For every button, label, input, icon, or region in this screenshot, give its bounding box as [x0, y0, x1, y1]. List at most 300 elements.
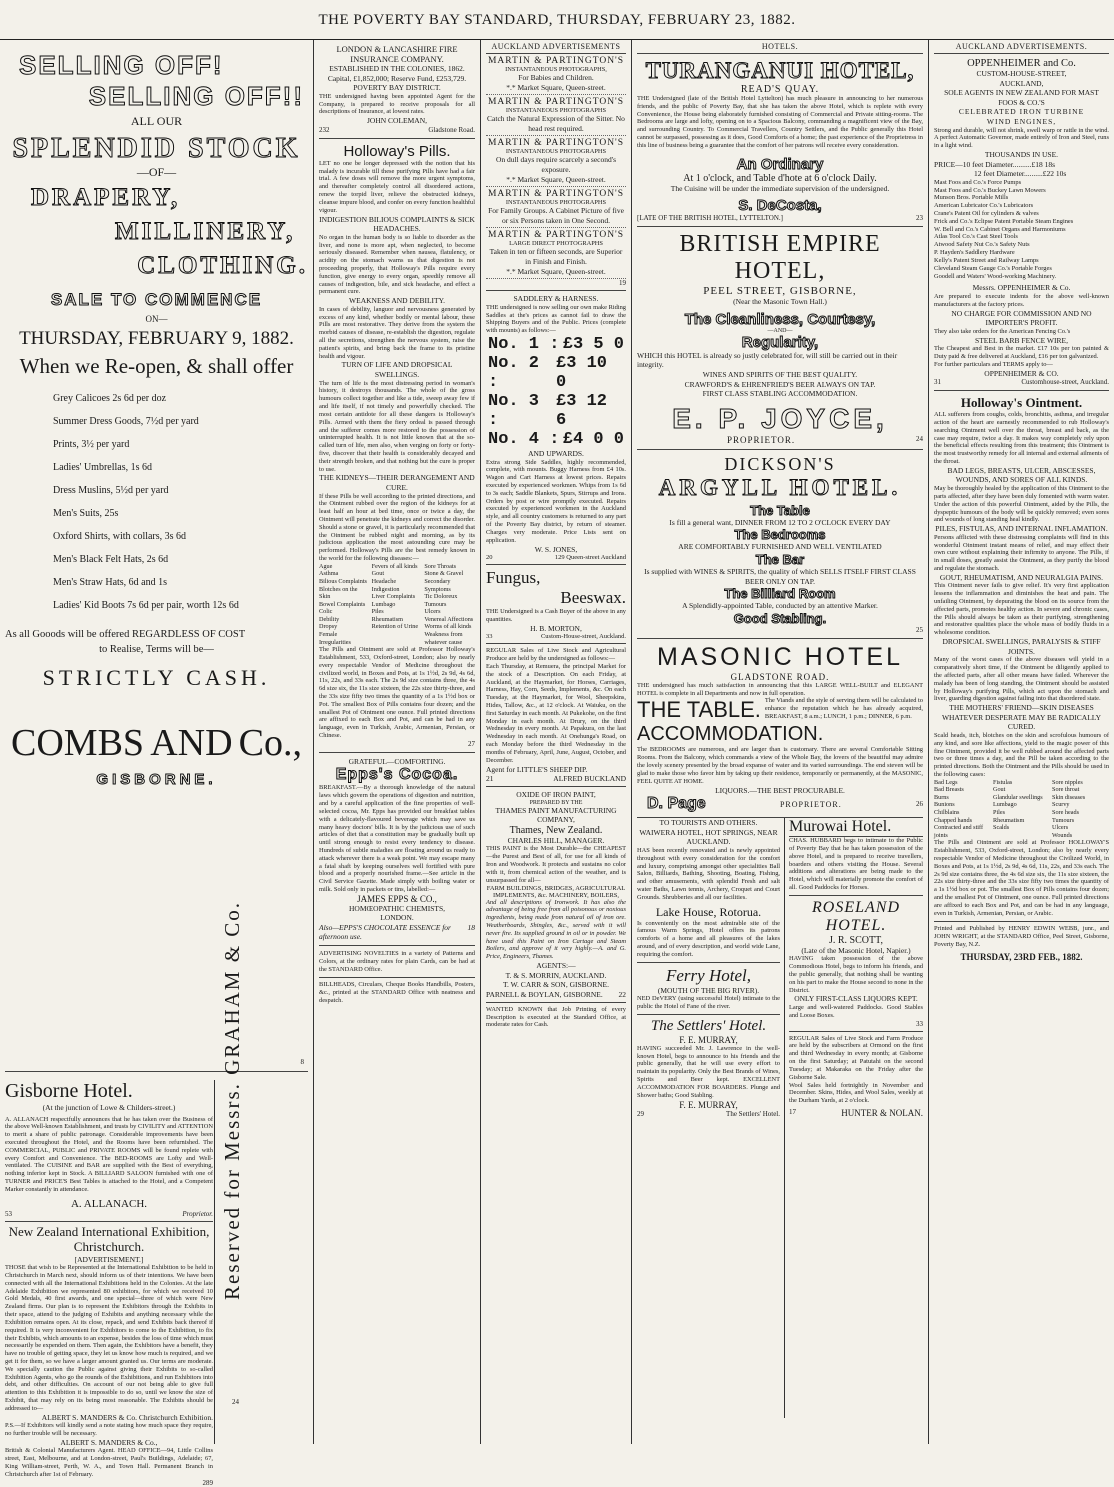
case-item: Piles — [993, 809, 1006, 817]
disease-item: Blotches on the Skin — [319, 585, 358, 601]
chocolate-essence: Also—EPPS'S CHOCOLATE ESSENCE for afternoon use. — [319, 923, 451, 941]
case-item: Chapped hands — [934, 816, 972, 824]
joyce: E. P. JOYCE, — [672, 402, 888, 434]
messrs-body: Are prepared to execute indents for the above well-known manufacturers at the factory prices. — [934, 292, 1109, 308]
barb-wire: STEEL BARB FENCE WIRE, — [975, 335, 1068, 345]
regular-sales: REGULAR Sales of Live Stock and Farm Produce are held by the subscribers at Ormond on the first and third Wednesday in every month; at Gisborne on the first Saturday; at Patutahi on the second Tuesday; at Makaraka on the Friday after the Gisborne Sale. — [789, 1034, 923, 1081]
stabling: FIRST CLASS STABLING ACCOMMODATION. — [702, 389, 858, 399]
barb-body: The Cheapest and Best in the market. £17 10s per ton painted & Duty paid & free delivered at Auckland, £16 per ton galvanized. — [934, 345, 1109, 360]
photo-ad-name: MARTIN & PARTINGTON'S — [487, 56, 625, 66]
accommodation-heading: ACCOMMODATION. — [637, 723, 824, 746]
proprietor: PROPRIETOR. — [727, 434, 796, 445]
list-item: Men's Black Felt Hats, 2s 6d — [53, 554, 169, 565]
disease-item: Colic — [319, 608, 333, 616]
photo-ad-text: Taken in ten or fifteen seconds, are Superior in Finish and Finish. — [489, 247, 623, 266]
disease-item: Debility — [319, 615, 340, 623]
splendid-stock: SPLENDID STOCK — [12, 133, 301, 164]
sales-body: Each Thursday, at Remuera, the principal Market for the stock of a Description. On each Friday, at Auckland, at the Haymarket, for Horses, Carriages, Harness, Hay, Corn, Seeds, Implements, &c. On each Tuesday, at the Haymarket, for Wool, Sheepskins, Hides, Tallow, &c., at 12 o'clock. At Waiuku, on the first Saturday in each month. At Pukekohe, on the first Monday in each month. At Drury, on the third Wednesday in every month. At Papakura, on the last Wednesday in each month. At Onehunga's Road, on each Monday before the third Wednesday in the months of February, April, June, August, October, and December. — [486, 662, 626, 764]
saddle-number: No. 4 : — [488, 429, 560, 449]
saddle-number: No. 2 : — [488, 353, 540, 392]
combs: COMBS — [11, 722, 145, 764]
ferry-hotel: Ferry Hotel, — [666, 965, 751, 985]
pills-heading-1: INDIGESTION BILIOUS COMPLAINTS & SICK HEADACHES. — [319, 214, 475, 234]
holloways-pills-ad — [319, 139, 475, 753]
case-item: Fistulas — [993, 778, 1013, 786]
london: LONDON. — [380, 913, 414, 923]
photo-ad-text: On dull days require scarcely a second's exposure. — [495, 155, 617, 174]
gisborne-hotel-ad — [5, 1080, 213, 1487]
list-item: Ladies' Kid Boots 7s 6d per pair, worth 12s 6d — [53, 600, 239, 611]
headline-selling-off-2: SELLING OFF!! — [88, 81, 304, 111]
case-item: Burns — [934, 793, 949, 801]
case-item: Bad Legs — [934, 778, 958, 786]
coleman-addr: Gladstone Road. — [428, 125, 475, 134]
fungus-body: THE Undersigned is a Cash Buyer of the above in any quantities. — [486, 608, 626, 623]
strictly-cash: STRICTLY CASH. — [42, 665, 271, 690]
diseases-table — [319, 563, 475, 646]
ointment-heading-1: BAD LEGS, BREASTS, ULCER, ABSCESSES, WOUNDS, AND SORES OF ALL KINDS. — [947, 465, 1096, 485]
disease-item: Bilious Complaints — [319, 578, 367, 586]
further: For further particulars and TERMS apply to— — [934, 360, 1053, 368]
case-item: Lumbago — [993, 801, 1017, 809]
ad-number: 8 — [300, 1058, 304, 1066]
prepared-by: PREPARED BY THE — [529, 799, 583, 806]
cleanliness: The Cleanliness, Courtesy, — [684, 310, 876, 328]
ad-number: 33 — [916, 1019, 923, 1028]
case-item: Bad Breasts — [934, 786, 964, 794]
saddle-number: No. 3 : — [488, 391, 540, 430]
jones-addr: 129 Queen-street Auckland — [554, 554, 626, 562]
and-line: —AND— — [767, 327, 793, 334]
which-line: WHICH this HOTEL is already so justly celebrated for, will still be carried out in their integrity. — [637, 350, 898, 370]
ad-number: 19 — [619, 279, 626, 288]
ointment-para-7: The Pills and Ointment are sold at Professor HOLLOWAY'S Establishment, 533, Oxford-street, London; also by nearly every respectable Vendor of Medicine throughout the Civilized World, in Boxes and Pots, at 1s 1½d, 2s 9d, 4s 6d, 11s, 22s, and 33s each. The 2s 9d size contains three, the 4s 6d size six, the 11s size sixteen, the 22s size thirty-three and the 33s size fifty two times the quantity of a 1s 1½d box or pot. The smallest Box of Pills contains four dozen; and the smallest Pot of Ointment, one ounce. Full printed directions are affixed to each Box and Pot, and can be had in any language, even in Turkish, Armenian, Persian, or Arabic. — [934, 839, 1109, 917]
homeopathic: HOMŒOPATHIC CHEMISTS, — [349, 903, 445, 913]
settlers-sign: The Settlers' Hotel. — [726, 1109, 780, 1118]
insurance-body: THE undersigned having been appointed Agent for the Company, is prepared to receive proposals for all descriptions of Insurance, at lowest rates. — [319, 92, 475, 116]
headline-selling-off: SELLING OFF! — [19, 50, 224, 80]
saddle-price: £3 12 6 — [556, 391, 608, 430]
list-item: Prints, 3½ per yard — [53, 439, 130, 450]
photo-ad-name: MARTIN & PARTINGTON'S — [487, 97, 625, 108]
column-4 — [632, 40, 928, 1444]
lower-hotels — [637, 818, 923, 1418]
hotel-body: A. ALLANACH respectfully announces that he has taken over the Business of the above Well-known Establishment, and trusts by CIVILITY and ATTENTION to merit a share of public patronage. Considerable improvements have been executed throughout the Hotel, and the Rooms have been refurnished. The COMMERCIAL, PUBLIC and PRIVATE ROOMS will be found replete with every Comfort and Convenience. The BED-ROOMS are Lofty and Well-ventilated. The CUISINE and BAR are supplied with the Best of everything, nothing inferior kept in Stock. A BILLIARD SALOON furnished with one of TURNER and PRICE'S Best Tables is attached to the Hotel, and a Competent Marker constantly in attendance. — [5, 1115, 213, 1193]
saddle-price-row — [486, 354, 626, 392]
manders-sign: ALBERT S. MANDERS & Co. Christchurch Exhibition. — [41, 1412, 213, 1422]
custom-house: CUSTOM-HOUSE-STREET, — [976, 69, 1067, 78]
dicksons: DICKSON'S — [724, 453, 836, 474]
ad-number: 53 — [5, 1209, 12, 1218]
case-item: Ulcers — [1052, 824, 1069, 832]
case-item: Contracted and stiff joints — [934, 824, 984, 839]
list-item: Men's Straw Hats, 6d and 1s — [53, 577, 168, 588]
wind-body: Strong and durable, will not shrink, swell warp or rattle in the wind. A perfect Automatic Governor, made entirely of Iron and Steel, runs in a light wind. — [934, 126, 1109, 150]
photo-ad-name: MARTIN & PARTINGTON'S — [487, 138, 625, 149]
list-item: American Lubricator Co.'s Lubricators — [934, 202, 1034, 210]
photo-ad-text: For Family Groups. A Cabinet Picture of five or six Persons taken in One Second. — [488, 206, 624, 225]
british-empire-hotel-ad — [637, 227, 923, 450]
oxide-paint-ad — [486, 790, 626, 999]
tourists: TO TOURISTS AND OTHERS. — [659, 818, 758, 828]
saddle-price: £4 0 0 — [562, 429, 624, 449]
wind-engines: WIND ENGINES, — [986, 116, 1057, 126]
murowai-hotel: Murowai Hotel. — [789, 818, 923, 837]
settlers-hotel: The Settlers' Hotel. — [650, 1017, 767, 1034]
bedrooms-text: ARE COMFORTABLY FURNISHED AND WELL VENTILATED — [678, 542, 882, 552]
case-item: Bunions — [934, 801, 955, 809]
peel-street: PEEL STREET, GISBORNE, — [703, 285, 857, 298]
list-item: Oxford Shirts, with collars, 3s 6d — [53, 531, 187, 542]
ointment-heading-5: THE MOTHERS' FRIEND—SKIN DISEASES WHATEVER DESPERATE MAY BE RADICALLY CURED. — [941, 703, 1102, 732]
sale-date: THURSDAY, FEBRUARY 9, 1882. — [19, 328, 294, 349]
roseland-hotel: ROSELAND HOTEL. — [812, 898, 900, 934]
reserved-space — [220, 740, 250, 1300]
reads-quay: READ'S QUAY. — [740, 84, 820, 95]
opp-addr: Customhouse-street, Auckland. — [1021, 378, 1109, 387]
sheep-dip-agent: Agent for LITTLE'S SHEEP DIP. — [486, 764, 588, 774]
section-header: AUCKLAND ADVERTISEMENTS. — [934, 40, 1109, 54]
pills-para-5: If these Pills be well according to the printed directions, and the Ointment rubbed over the region of the kidneys for at least half an hour at bed time, once or twice a day, the Ointment will penetrate the kidneys and correct the disorder. Should a stone or gravel, it is particularly recommended that the Ointment be rubbed night and morning, as by its judicious application the most astounding cure may be performed. Holloway's Pills are the best remedy known in the world for the following diseases:— — [319, 492, 475, 563]
pills-heading-4: THE KIDNEYS—THEIR DERANGEMENT AND CURE. — [319, 473, 475, 492]
ad-number: 27 — [468, 739, 475, 748]
disease-item: Ague — [319, 562, 333, 570]
roseland-body: HAVING taken possession of the above Commodious Hotel, begs to inform his friends, and the public generally, that nothing shall be wanting on his part to make the House second to none in the District. — [789, 955, 923, 994]
agents-label: AGENTS:— — [536, 961, 576, 971]
turanganui-body: THE Undersigned (late of the British Hotel Lyttelton) has much pleasure in announcing to her numerous friends, and the public of Poverty Bay, that she has taken the above Hotel, which is replete with every Convenience, the House being elaborately furnished consisting of Commercial and Private sitting-rooms. The Bedrooms are large and lofty, opening on to a Spacious Balcony, commanding a magnificent view of the Bay, and surrounding Country. To Commercial Travellers, Country Settlers, and the Public generally this Hotel cannot be surpassed, possessing as it does, Good Comforts of a home; the past experience of the Proprietress in this line of business being a guarantee that the comfort of her patrons will receive every consideration. — [637, 95, 923, 149]
scott: J. R. SCOTT, — [829, 934, 883, 946]
saddle-price-row — [486, 335, 626, 354]
disease-item: Tic Doloreux — [424, 593, 458, 601]
case-item: Scurvy — [1052, 801, 1070, 809]
oxide-body: THIS PAINT is the Most Durable—the CHEAPEST—the Purest and Best of all, for use for all kinds of Iron and Woodwork. It protects and sustains no color with it, from chemical action of the weather, and is unsurpassed for all— — [486, 845, 626, 884]
disease-item: Liver Complaints — [371, 593, 416, 601]
ad-number: 18 — [467, 923, 475, 932]
ad-number: 29 — [637, 1109, 644, 1118]
accommodation-details: The BEDROOMS are numerous, and are larger than is customary. There are several Comfortable Sitting Rooms. From the Balcony, which commands a view of the Whole Bay, the lovers of the beautiful may admire the lovely scenery presented by the broad expanse of water and its varied surroundings. The end steven will be glad to make those who favor him by taking up their residence, temporarily or permanently, at the MASONIC, FEEL QUITE AT HOME. — [637, 746, 923, 785]
near-masonic: (Near the Masonic Town Hall.) — [733, 297, 827, 307]
masthead-title: THE POVERTY BAY STANDARD, THURSDAY, FEBRUARY 23, 1882. — [318, 12, 796, 28]
disease-item: Secondary Symptoms — [424, 578, 451, 593]
list-item: Munson Bros. Portable Mills — [934, 194, 1009, 202]
epps-company: JAMES EPPS & CO., — [357, 893, 437, 904]
allanach: A. ALLANACH. — [70, 1197, 148, 1210]
livestock-sales-ad — [486, 647, 626, 783]
disease-item: Ulcers — [424, 608, 441, 616]
disease-item: Sore Throats — [424, 562, 457, 570]
sales-intro: REGULAR Sales of Live Stock and Agricultural Produce are held by the undersigned as follows:— — [486, 647, 626, 663]
thames: Thames, New Zealand. — [509, 824, 603, 836]
list-item: Goodell and Waters' Wood-working Machinery. — [934, 272, 1057, 280]
disease-item: Indigestion — [371, 585, 400, 593]
thames-company: THAMES PAINT MANUFACTURING COMPANY, — [495, 805, 617, 825]
clothing: CLOTHING. — [137, 252, 308, 279]
oxide-body-2: And all descriptions of Ironwork. It has also the advantage of being free from all poisonous or noxious ingredients, being made from natural oil of iron ore. Weatherboards, Shingles, &c., served with it will never fire. Its supplied ground in oil or in powder. We have used this Paint on Iron Cartage and Steam Boilers, and approve of it very highly.—A. and G. Price, Engineers, Thames. — [486, 898, 626, 961]
photo-ad-sub: INSTANTANEOUS PHOTOGRAPHS, — [505, 66, 607, 73]
established: ESTABLISHED IN THE COLONIES, 1862. — [329, 64, 465, 73]
messrs: Messrs. OPPENHEIMER & Co. — [972, 283, 1071, 293]
manders-body: British & Colonial Manufacturers Agent. HEAD OFFICE—94, Little Collins street, East, Melbourne, and at London-street, Paul's Buildings, Adelaide; 67, King William-street, Perth, W. A., and Town Hall. Permanent Branch in Christchurch after 1st of February. — [5, 1447, 213, 1478]
case-item: Chilblains — [934, 809, 960, 817]
masonic-body: THE undersigned has much satisfaction in announcing that this LARGE WELL-BUILT and ELEGANT HOTEL is complete in all Departments and now in full operation. — [637, 681, 923, 697]
turanganui-hotel-ad — [637, 54, 923, 227]
photo-ad-sub: LARGE DIRECT PHOTOGRAPHS — [509, 240, 603, 248]
list-item: Cleveland Steam Gauge Co.'s Portable Forges — [934, 264, 1052, 272]
cuisine: The Cuisine will be under the immediate supervision of the undersigned. — [670, 183, 890, 193]
disease-item: Retention of Urine — [371, 623, 419, 631]
farm-buildings: FARM BUILDINGS, BRIDGES, AGRICULTURAL IMPLEMENTS, &c. MACHINERY, BOILERS, — [486, 884, 626, 899]
disease-item: Piles — [371, 608, 384, 616]
exhibition-title: New Zealand International Exhibition, Christchurch. — [8, 1223, 210, 1254]
drapery: DRAPERY, — [31, 184, 181, 211]
combs-and-co — [5, 721, 308, 765]
ad-number: 21 — [486, 774, 494, 784]
disease-item: Weakness from whatever cause — [424, 630, 463, 646]
column-3 — [481, 40, 631, 1444]
proprietor: Proprietor. — [182, 1209, 213, 1218]
ad-number: 24 — [232, 1398, 239, 1406]
gladstone-road: GLADSTONE ROAD. — [730, 671, 830, 682]
jones: W. S. JONES, — [534, 544, 578, 554]
ordinary: An Ordinary — [736, 155, 824, 173]
oppenheimer-title: OPPENHEIMER and Co. — [967, 58, 1076, 69]
disease-item: Bowel Complaints — [319, 600, 366, 608]
list-item: Mast Foos and Co.'s Force Pumps — [934, 178, 1022, 186]
imprint: Printed and Published by HENRY EDWIN WEBB, junr., and JOHN WRIGHT, at the STANDARD Office, Peel Street, Gisborne, Poverty Bay, N.Z. — [934, 925, 1109, 949]
holloways-pills-title: Holloway's Pills. — [343, 142, 451, 160]
agent-1: T. & S. MORRIN, AUCKLAND. — [505, 970, 607, 980]
ointment-para-6: Scald heads, itch, blotches on the skin and scrofulous humours of any kind, and sore like affections, yield to the magic power of this fine Ointment, provided it be well rubbed around the affected parts two or three times a day, and the Pill be taken according to the printed directions. Both the Ointment and the Pills should be used in the following cases: — [934, 731, 1110, 778]
dateline: THURSDAY, 23RD FEB., 1882. — [960, 951, 1083, 962]
list-item: Mast Foos and Co.'s Buckey Lawn Mowers — [934, 186, 1046, 194]
ointment-para-4: This Ointment never fails to give relief. It's very first application lessens the inflammation and diminishes the heat and pain. The unfailing Ointment, by depurating the blood on its source from the affected parts, promotes healthy action. In severe and chronic cases, the Pills should always be taken as their purifying, strengthening and restorative qualities place the whole mass of bodily fluids in a wholesome condition. — [934, 582, 1109, 637]
ad-number: 31 — [934, 378, 941, 387]
morton-addr: Custom-House-street, Auckland. — [540, 633, 626, 641]
table-heading: THE TABLE. — [637, 697, 761, 723]
ointment-para-1: ALL sufferers from coughs, colds, bronchitis, asthma, and irregular action of the heart are earnestly recommended to rub Holloway's searching Ointment well over the throat, breast and back, as the case may require, twice a day. It makes way completely rely upon the beneficial effects resulting from this treatment; this Ointment is the most trustworthy remedy for all internal and external ailments of the throat. — [934, 411, 1109, 466]
photo-ads — [486, 54, 626, 279]
list-item: Frick and Co.'s Eclipse Patent Portable Steam Engines — [934, 217, 1074, 225]
list-item: Atlas Tool Co.'s Cast Steel Tools — [934, 233, 1018, 241]
the-table: The Table — [750, 502, 810, 518]
list-item: Atwood Safety Nut Co.'s Safety Nuts — [934, 241, 1030, 249]
disease-item: Headache — [371, 578, 397, 586]
beeswax-title: Beeswax. — [560, 588, 626, 608]
pills-para-4: The turn of life is the most distressing period in woman's history, it destroys thousands. The whole of the gross humours collect together and like a tide, sweep away few if and life itself, if not timely and powerfully checked. The most certain antidote for all these dangers is Holloway's Pills. Armed with them the fiery ordeal is passed through and the sufferer comes more restored to the possession of uninterrupted health. It is not little known that at the so-called turn of life, men also, when verging on forty or forty-five, discover that their health is considerably decayed and their strength broken, and that nothing but the cure is proper to use. — [319, 379, 475, 473]
ointment-title: Holloway's Ointment. — [960, 395, 1083, 411]
decosta: S. DeCosta, — [738, 197, 822, 215]
ad-number: 25 — [916, 625, 923, 634]
reopen-line: When we Re-open, & shall offer — [19, 354, 294, 378]
d-page: D. Page — [647, 795, 706, 813]
on-line: ON— — [145, 314, 168, 324]
agent-3: PARNELL & BOYLAN, GISBORNE. — [486, 989, 603, 999]
disease-item: Dropsy — [319, 623, 338, 631]
disease-item: Gout — [371, 570, 385, 578]
of-line: —OF— — [136, 165, 177, 179]
section-header: AUCKLAND ADVERTISEMENTS — [486, 40, 626, 54]
ferry-sub: (MOUTH OF THE BIG RIVER). — [657, 985, 760, 995]
photo-ad-name: MARTIN & PARTINGTON'S — [487, 230, 625, 241]
british-title: BRITISH EMPIRE HOTEL, — [679, 231, 881, 285]
realise-line: to Realise, Terms will be— — [99, 644, 214, 655]
list-item: Grey Calicoes 2s 6d per doz — [53, 393, 167, 404]
lake-house: Lake House, Rotorua. — [655, 904, 762, 919]
novelties-ad: ADVERTISING NOVELTIES in a variety of Patterns and Colors, at the ordinary rates for plain Cards, can be had at the STANDARD Office. — [319, 946, 475, 978]
insurance-title: LONDON & LANCASHIRE FIRE INSURANCE COMPANY. — [336, 44, 458, 64]
and: AND — [150, 722, 233, 764]
price-2: 12 feet Diameter..........£22 10s — [974, 169, 1067, 179]
sole-agents: SOLE AGENTS IN NEW ZEALAND FOR MAST FOOS & CO.'S — [944, 88, 1099, 107]
ad-number: 17 — [789, 1107, 796, 1116]
morton: H. B. MORTON, — [530, 623, 582, 633]
billiard-room: The Billiard Room — [724, 586, 836, 602]
crawford: CRAWFORD'S & EHRENFRIED'S BEER ALWAYS ON TAP. — [684, 379, 876, 389]
ad-number: 232 — [319, 125, 330, 134]
saddle-price: £3 10 0 — [556, 353, 608, 392]
case-item: Tumours — [1052, 816, 1075, 824]
murray: F. E. MURRAY, — [679, 1034, 738, 1045]
oxide-title: OXIDE OF IRON PAINT, — [516, 790, 596, 800]
scott-late: (Late of the Masonic Hotel, Napier.) — [801, 945, 911, 955]
photo-ad-addr: *.* Market Square, Queen-street. — [506, 82, 606, 92]
photo-ad — [486, 187, 626, 228]
ad-number: 24 — [916, 434, 923, 443]
ad-number: 22 — [618, 989, 626, 999]
disease-item: Tumours — [424, 600, 447, 608]
paddocks: Large and well-watered Paddocks. Good Stables and Loose Boxes. — [789, 1004, 923, 1019]
disease-item: Worms of all kinds — [424, 623, 472, 631]
ordinary-time: At 1 o'clock, and Table d'hote at 6 o'clock Daily. — [683, 172, 877, 184]
bar-text: Is supplied with WINES & SPIRITS, the quality of which SELLS ITSELF FIRST CLASS BEER ONLY ON TAP. — [644, 567, 916, 586]
saddlery-title: SADDLERY & HARNESS. — [513, 294, 599, 304]
regularity: Regularity, — [741, 333, 819, 351]
district: POVERTY BAY DISTRICT. — [353, 83, 441, 93]
list-item: Crane's Patent Oil for cylinders & valves — [934, 210, 1039, 218]
sale-commence: SALE TO COMMENCE — [50, 290, 263, 309]
ferry-body: NED DeVERY (using successful Hotel) intimate to the public the Hotel of Fane of the river. — [637, 995, 780, 1011]
photo-ad — [486, 136, 626, 187]
ointment-para-5: Many of the worst cases of the above diseases will yield in a comparatively short time, if the Ointment be diligently applied to the affected parts, after all other means have failed. Wherever the malady has been of long standing, the Ointment should be assisted by Holloway's purifying Pills, which act upon the stomach and liver, guarding digestion against failing into that disordered state. — [934, 656, 1109, 703]
co: Co., — [238, 722, 302, 764]
first-class-liquors: ONLY FIRST-CLASS LIQUORS KEPT. — [794, 994, 918, 1004]
photo-ad-addr: *.* Market Square, Queen-street. — [506, 174, 606, 184]
pills-para-2: No organ in the human body is so liable to disorder as the liver, and none is more apt, when neglected, to become seriously diseased. Remember when nausea, flatulency, or acidity on the stomach warns us that digestion is not proceeding properly, that Holloway's Pills require every function, give energy to every organ, speedily remove all causes of indigestion, bile, and sick headache, and effect a permanent cure. — [319, 233, 475, 296]
wines: WINES AND SPIRITS OF THE BEST QUALITY. — [702, 370, 858, 380]
masonic-title: MASONIC HOTEL — [657, 642, 903, 671]
murowai-body: CHAS. HUBBARD begs to intimate to the Public of Poverty Bay that he has taken possession of the above Hotel, and is prepared to receive travellers, boarders and others visiting the House. Several additions and alterations are being made to the Hotel, which will materially promote the comfort of all. Good Paddocks for Horses. — [789, 837, 923, 891]
billiard-text: A Splendidly-appointed Table, conducted by an attentive Marker. — [682, 601, 878, 611]
disease-item: Asthma — [319, 570, 339, 578]
column-2 — [314, 40, 480, 1444]
thousands: THOUSANDS IN USE. — [984, 150, 1059, 159]
photo-ad-sub: INSTANTANEOUS PHOTOGRAPHS — [505, 107, 607, 115]
ointment-heading-2: PILES, FISTULAS, AND INTERNAL INFLAMATION. — [935, 524, 1108, 534]
ointment-heading-3: GOUT, RHEUMATISM, AND NEURALGIA PAINS. — [939, 572, 1104, 582]
photo-ad — [486, 228, 626, 279]
hotel-junction: (At the junction of Lowe & Childers-street.) — [42, 1103, 176, 1112]
epps-cocoa-ad — [319, 753, 475, 946]
column-1 — [0, 40, 313, 1487]
product-list — [934, 179, 1109, 281]
selling-off-ad — [5, 40, 308, 1080]
page-proprietor: PROPRIETOR. — [779, 799, 842, 809]
exhibition-ps: P.S.—If Exhibitors will kindly send a note stating how much space they require, no further trouble will be necessary. — [5, 1422, 213, 1438]
pills-heading-3: TURN OF LIFE AND DROPSICAL SWELLINGS. — [341, 360, 453, 380]
gisborne: GISBORNE. — [96, 771, 217, 788]
waiwera: WAIWERA HOTEL, HOT SPRINGS, NEAR AUCKLAND. — [639, 827, 778, 847]
upwards: AND UPWARDS. — [528, 448, 584, 458]
photo-ad — [486, 54, 626, 95]
saddlery-body-2: Extra strong Side Saddles, highly recommended, complete, with mounts. Buggy Harness from £4 10s. Wagon and Cart Harness at lowest prices. Repairs executed by experienced workmen. Whips from 1s 6d to 3s each; Saddle Blankets, Spurs, Stirrups and Irons. Orders by post or wire promptly executed. Repairs executed by experienced workmen in the Auckland style, and all country customers is returned to any part of the Poverty Bay district, by return of steamer. Charges very moderate. Price Lists sent on application. — [486, 458, 626, 544]
murray-2: F. E. MURRAY, — [679, 1099, 738, 1110]
left-subcolumn — [637, 818, 785, 1418]
decosta-late: [LATE OF THE BRITISH HOTEL, LYTTELTON.] — [637, 214, 783, 223]
pills-para-1: LET no one be longer depressed with the notion that his malady is incurable till these purifying Pills have had a fair trial. A few doses will remove the more urgent symptoms, and thereafter completely control all disordered actions, renew the torpid liver, relieve the obstructed kidneys, cleanse impure blood, and confer on every function healthful vigour. — [319, 159, 475, 214]
disease-item: Venereal Affections — [424, 615, 474, 623]
good-stabling: Good Stabling. — [733, 610, 827, 626]
disease-item: Stone & Gravel — [424, 570, 464, 578]
table-details: The Viands and the style of serving them will be calculated to enhance the reputation which he has already acquired, BREAKFAST, 8 a.m.; LUNCH, 1 p.m.; DINNER, 6 p.m. — [764, 697, 923, 721]
fencing: They also take orders for the American Fencing Co.'s — [934, 327, 1071, 335]
hotel-title: Gisborne Hotel. — [5, 1080, 133, 1102]
case-item: Wounds — [1052, 831, 1073, 839]
photo-ad-sub: INSTANTANEOUS PHOTOGRAPHS — [505, 199, 607, 207]
disease-item: Rheumatism — [371, 615, 403, 623]
list-item: Dress Muslins, 5½d per yard — [53, 485, 169, 496]
saddlery-body: THE undersigned is now selling our own make Riding Saddles at the's prices as cannot fail to draw the Shipping Buyers and of the Public. Prices (complete with mounts) as follows:— — [486, 303, 626, 335]
section-header: HOTELS. — [637, 40, 923, 54]
case-item: Rheumatism — [993, 816, 1025, 824]
auckland: AUCKLAND, — [999, 78, 1044, 88]
argyll-hotel-ad — [637, 450, 923, 639]
pills-heading-2: WEAKNESS AND DEBILITY. — [349, 296, 445, 306]
table-text: Is fill a general want, DINNER FROM 12 TO 2 O'CLOCK EVERY DAY — [669, 517, 891, 527]
capital: Capital, £1,852,000; Reserve Fund, £253,729. — [327, 73, 467, 83]
case-item: Glandular swellings — [993, 793, 1043, 801]
no-charge: NO CHARGE FOR COMMISSION AND NO IMPORTER'S PROFIT. — [951, 308, 1092, 328]
fungus-ad — [486, 568, 626, 640]
saddle-price-row — [486, 392, 626, 430]
pills-para-3: In cases of debility, languor and nervousness generated by excess of any kind, whether bodily or mental labour, these Pills are most restorative. They derive from the system the morbid causes of disease, re-establish the digestion, regulate all the secretions, strengthen the nervous system, raise the patient's spirits, and bring back the frame to its pristine health and vigour. — [319, 305, 475, 360]
insurance-ad — [319, 40, 475, 139]
waiwera-body: HAS been recently renovated and is newly appointed throughout with every consideration for the comfort and luxury, comprising amongst other specialities Ball Salon, Billiards, Bathing, Shooting, Boating, Fishing, and other amusements, with splendid Fresh and salt water Baths, Lawn tennis, Archery, Croquet and Court Grounds. Shrubberies and all our facilities. — [637, 846, 780, 901]
column-5 — [929, 40, 1114, 1444]
hunter-nolan: HUNTER & NOLAN. — [841, 1107, 923, 1118]
ad-number: 26 — [915, 800, 923, 809]
coleman: JOHN COLEMAN, — [367, 116, 427, 126]
iron-turbine: CELEBRATED IRON TURBINE — [958, 107, 1085, 117]
all-our: ALL OUR — [130, 114, 183, 128]
price-list — [5, 387, 308, 617]
holloways-ointment-ad — [934, 391, 1109, 922]
case-item: Sore heads — [1052, 809, 1079, 817]
case-item: Sore throat — [1052, 786, 1080, 794]
argyll-title: ARGYLL HOTEL. — [658, 474, 902, 500]
saddle-prices — [486, 335, 626, 449]
ad-number: 20 — [486, 554, 493, 562]
list-item: Ladies' Umbrellas, 1s 6d — [53, 462, 153, 473]
list-item: Summer Dress Goods, 7½d per yard — [53, 416, 199, 427]
photo-ad-text: Catch the Natural Expression of the Sitter. No head rest required. — [487, 114, 625, 133]
photo-ad-addr: *.* Market Square, Queen-street. — [506, 266, 606, 276]
liquors: LIQUORS.—THE BEST PROCURABLE. — [715, 785, 845, 795]
disease-item: Fevers of all kinds — [371, 562, 418, 570]
wanted-known-ad: WANTED KNOWN that Job Printing of every Description is executed at the Standard Office, at moderate rates for Cash. — [486, 1005, 626, 1029]
ointment-para-2: May be thoroughly healed by the application of this Ointment to the parts affected, after they have been duly fomented with warm water. Under the action of this powerful Ointment, aided by the Pills, the dyspeptic humours of the body will be quickly removed; even sores and wounds of long standing heal kindly. — [934, 485, 1109, 524]
case-item: Sore nipples — [1052, 778, 1083, 786]
ad-number: 33 — [486, 633, 493, 641]
